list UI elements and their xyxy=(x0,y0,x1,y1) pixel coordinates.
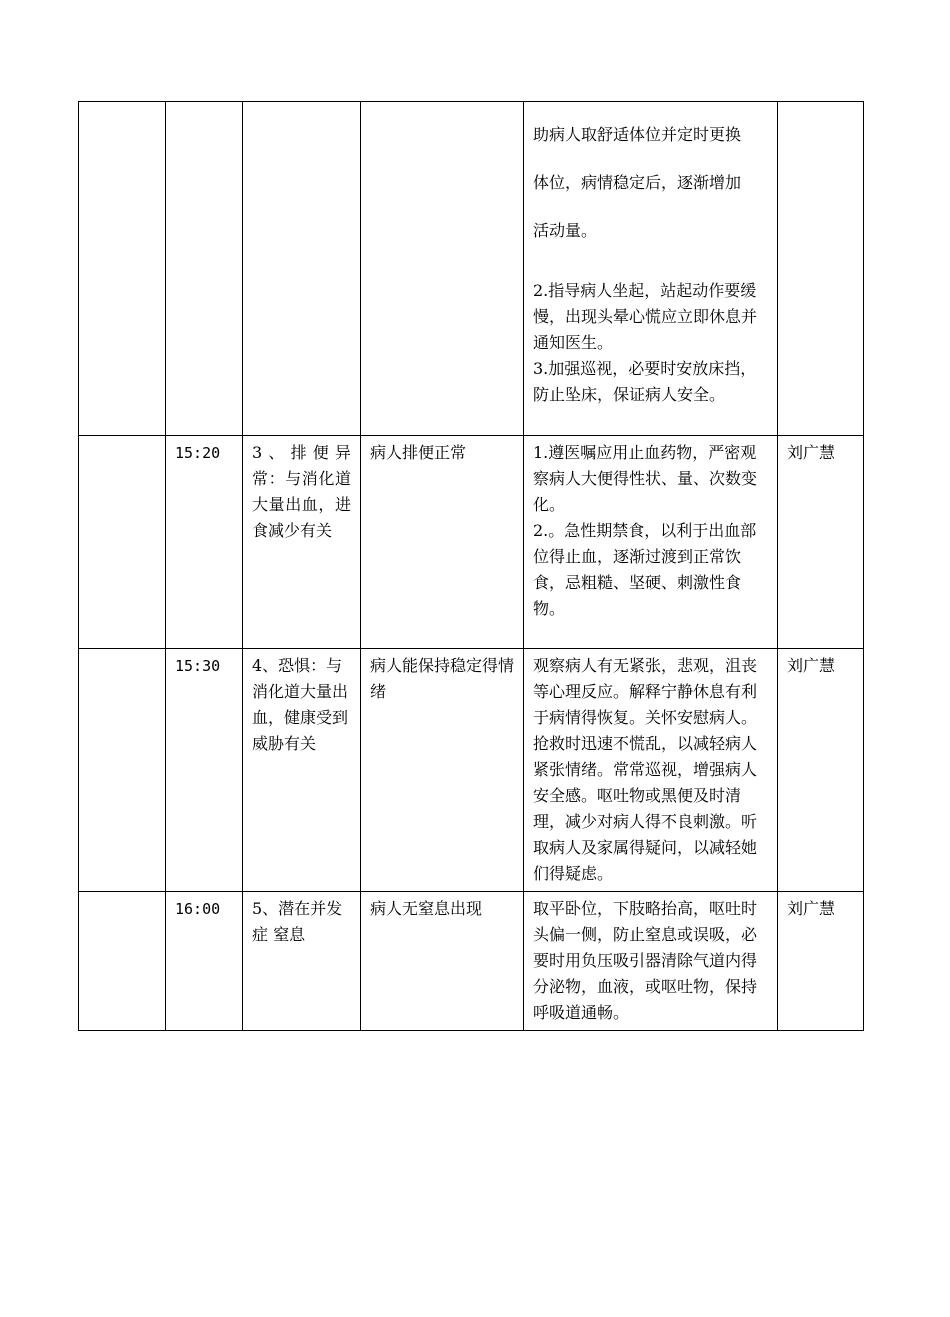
measure-item: 1.遵医嘱应用止血药物，严密观察病人大便得性状、量、次数变化。 xyxy=(533,443,758,514)
blank-cell xyxy=(79,649,166,892)
time-cell: 15:30 xyxy=(166,649,243,892)
time-cell: 16:00 xyxy=(166,892,243,1031)
nurse-cell xyxy=(778,102,864,436)
measure-item: 取平卧位，下肢略抬高，呕吐时头偏一侧，防止窒息或误吸，必要时用负压吸引器清除气道内得分泌物，血液，或呕吐物，保持呼吸道通畅。 xyxy=(533,899,758,1022)
goal-cell: 病人无窒息出现 xyxy=(361,892,524,1031)
problem-cell: 4、恐惧：与消化道大量出血，健康受到威胁有关 xyxy=(243,649,361,892)
blank-cell xyxy=(79,892,166,1031)
table-row xyxy=(79,649,864,892)
blank-cell xyxy=(79,436,166,649)
time-cell xyxy=(166,102,243,436)
table-row xyxy=(79,436,864,649)
measures-cell xyxy=(524,649,778,892)
goal-cell: 病人能保持稳定得情绪 xyxy=(361,649,524,892)
measure-line: 助病人取舒适体位并定时更换 xyxy=(533,125,742,144)
goal-cell: 病人排便正常 xyxy=(361,436,524,649)
measure-line: 活动量。 xyxy=(533,221,598,240)
measure-line: 体位，病情稳定后，逐渐增加 xyxy=(533,173,742,192)
measures-cell xyxy=(524,102,778,436)
blank-cell xyxy=(79,102,166,436)
measure-item: 2.指导病人坐起，站起动作要缓慢，出现头晕心慌应立即休息并通知医生。 xyxy=(533,281,758,352)
problem-cell: 3、排便异常：与消化道大量出血，进食减少有关 xyxy=(243,436,361,649)
measure-item: 3.加强巡视，必要时安放床挡，防止坠床，保证病人安全。 xyxy=(533,359,757,404)
nurse-cell: 刘广慧 xyxy=(778,649,864,892)
measures-cell xyxy=(524,892,778,1031)
problem-cell xyxy=(243,102,361,436)
measure-item: 2.。急性期禁食，以利于出血部位得止血，逐渐过渡到正常饮食，忌粗糙、坚硬、刺激性食物。 xyxy=(533,521,757,618)
problem-cell: 5、潜在并发症 窒息 xyxy=(243,892,361,1031)
goal-cell xyxy=(361,102,524,436)
nursing-care-table xyxy=(78,101,864,1031)
table-row xyxy=(79,892,864,1031)
nurse-cell: 刘广慧 xyxy=(778,892,864,1031)
time-cell: 15:20 xyxy=(166,436,243,649)
measure-item: 观察病人有无紧张，悲观，沮丧等心理反应。解释宁静休息有利于病情得恢复。关怀安慰病人。抢救时迅速不慌乱，以减轻病人紧张情绪。常常巡视，增强病人安全感。呕吐物或黑便及时清理，减少对病人得不良刺激。听取病人及家属得疑问，以减轻她们得疑虑。 xyxy=(533,656,758,883)
table-row xyxy=(79,102,864,436)
nurse-cell: 刘广慧 xyxy=(778,436,864,649)
measures-cell xyxy=(524,436,778,649)
